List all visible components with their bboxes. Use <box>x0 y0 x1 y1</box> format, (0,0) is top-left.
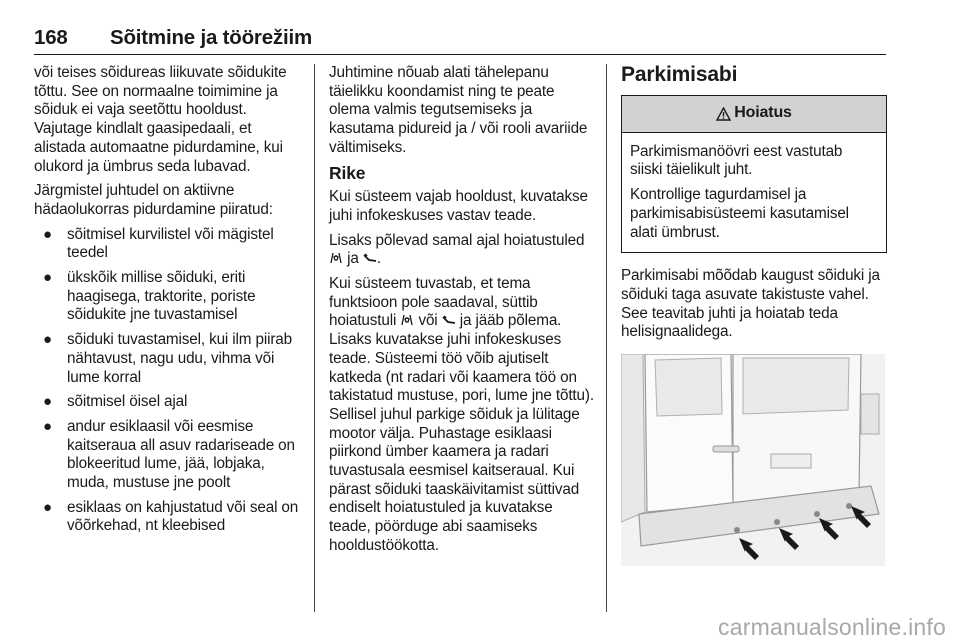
bullet-icon: ● <box>43 331 52 349</box>
lane-departure-icon <box>329 252 343 264</box>
bullet-icon: ● <box>43 498 52 516</box>
list-item: ● sõitmisel kurvilistel või mägistel teedel <box>43 225 274 262</box>
warning-text: Kontrollige tagurdamisel ja parkimisabisüsteemi kasutamisel alati ümbrust. <box>630 186 849 241</box>
lane-departure-icon <box>400 314 414 326</box>
parking-assist-paragraph: Parkimisabi mõõdab kaugust sõiduki ja sõiduki taga asuvate takistuste vahel. See teavitab juhti ja hoiatab teda helisignaalidega. <box>621 267 880 341</box>
column-middle <box>329 64 596 562</box>
list-item: ● ükskõik millise sõiduki, eriti haagisega, traktorite, poriste sõidukite jne tuvastamisel <box>43 269 256 324</box>
warning-triangle-icon <box>716 107 731 121</box>
van-rear-drawing <box>621 354 885 566</box>
page-header <box>34 28 886 55</box>
page-number: 168 <box>34 26 68 49</box>
column-divider <box>606 64 607 612</box>
warning-header <box>622 96 886 133</box>
warning-text: Parkimismanöövri eest vastutab siiski täielikult juht. <box>630 142 843 179</box>
fault-paragraph: Kui süsteem vajab hooldust, kuvatakse juhi infokeskuses vastav teade. <box>329 188 588 224</box>
van-rear-illustration <box>621 354 885 566</box>
bullet-icon: ● <box>43 417 52 435</box>
unavailable-paragraph: Kui süsteem tuvastab, et tema funktsioon pole saadaval, süttib hoiatustuli või ja jääb põlema. Lisaks kuvatakse juhi infokeskuses teade. Süsteemi töö võib ajutiselt katkeda (nt radari või kaamera töö on takistatud mustuse, pori, lume jne tõttu). Sellisel juhul parkige sõiduk ja lülitage mootor välja. Puhastage esiklaasi piirkond ümber kaamera ja radari tuvastusala eesmisel kaitseraual. Kui pärast sõiduki taaskäivitamist süttivad endiselt hoiatustuled ja kuvatakse teade, pöörduge abi saamiseks hooldustöökotta. <box>329 275 594 554</box>
attention-paragraph: Juhtimine nõuab alati tähelepanu täielikku koondamist ning te peate olema valmis tegutsemiseks ja kasutama pidureid ja / või rooli avariide vältimiseks. <box>329 64 588 156</box>
bullet-icon: ● <box>43 269 52 287</box>
list-item: ● sõitmisel öisel ajal <box>43 393 188 411</box>
warning-box <box>621 95 887 254</box>
collision-warning-icon <box>363 252 377 264</box>
collision-warning-icon <box>442 314 456 326</box>
limitations-list <box>34 226 299 537</box>
column-left <box>34 64 299 542</box>
column-right <box>621 64 887 566</box>
warning-body <box>622 133 886 253</box>
section-title: Sõitmine ja töörežiim <box>110 26 312 49</box>
intro-paragraph: või teises sõidureas liikuvate sõidukite tõttu. See on normaalne toimimine ja sõiduk ei vaja seetõttu hooldust. Vajutage kindlalt gaasipedaali, et alistada automaatne pidurdamine, kui olukord ja ümbrus seda lubavad. <box>34 64 287 175</box>
limitations-lead: Järgmistel juhtudel on aktiivne hädaolukorras pidurdamine piiratud: <box>34 182 273 218</box>
warning-lights-paragraph: Lisaks põlevad samal ajal hoiatustuled ja . <box>329 231 585 268</box>
column-divider <box>314 64 315 612</box>
list-item: ● andur esiklaasil või eesmise kaitseraua all asuv radariseade on blokeeritud lume, jää, lobjaka, muda, mustuse jne poolt <box>43 417 295 492</box>
list-item: ● sõiduki tuvastamisel, kui ilm piirab nähtavust, nagu udu, vihma või lume korral <box>43 331 292 386</box>
bullet-icon: ● <box>43 393 52 411</box>
fault-heading: Rike <box>329 162 366 183</box>
watermark: carmanualsonline.info <box>718 614 946 640</box>
bullet-icon: ● <box>43 225 52 243</box>
parking-assist-heading: Parkimisabi <box>621 63 738 86</box>
warning-title: Hoiatus <box>734 104 792 122</box>
list-item: ● esiklaas on kahjustatud või seal on võõrkehad, nt kleebised <box>43 498 299 535</box>
